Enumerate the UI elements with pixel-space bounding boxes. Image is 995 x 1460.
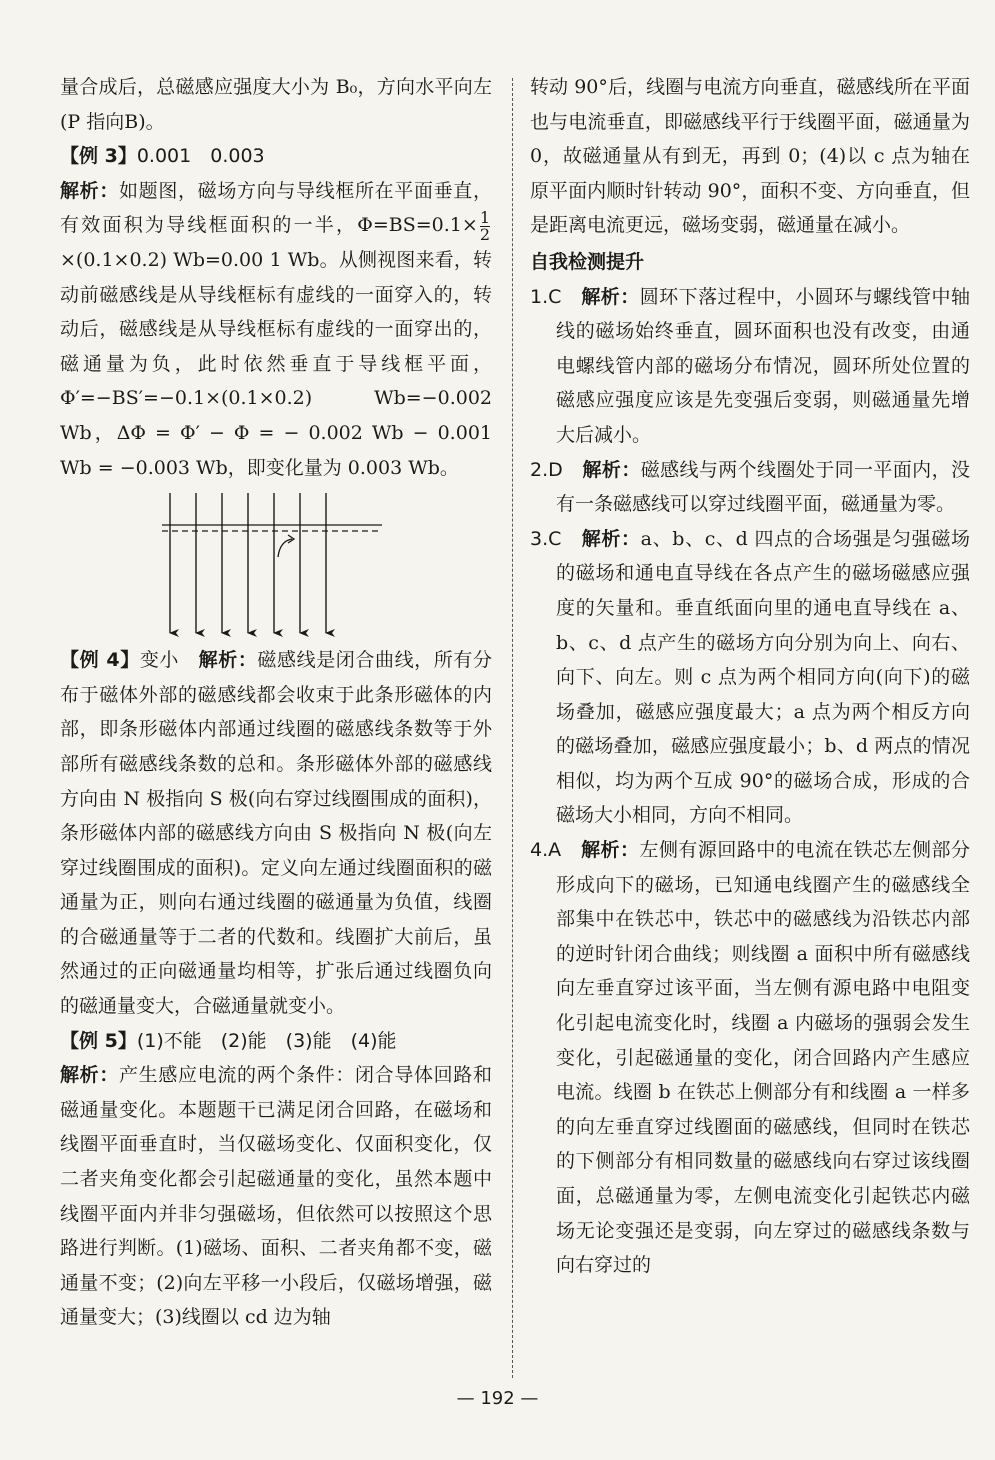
answer-text: 磁感线与两个线圈处于同一平面内，没有一条磁感线可以穿过线圈平面，磁通量为零。 [556,458,970,516]
answer-item-2 [530,453,970,522]
example-3 [60,139,492,174]
example-3-explanation [60,174,492,485]
explanation-label: 解析： [582,458,641,481]
answer-number: 4.A [530,839,562,862]
page-number: — 192 — [456,1388,539,1409]
section-title: 自我检测提升 [530,250,645,273]
explanation-label: 解析： [60,1064,119,1087]
answer-number: 3.C [530,527,562,550]
answer-number: 1.C [530,285,562,308]
example-3-text-2: ×(0.1×0.2) Wb=0.00 1 Wb。从侧视图来看，转动前磁感线是从导线框标有虚线的一面穿入的，转动后，磁感线是从导线框标有虚线的一面穿出的，磁通量为负，此时依然垂直于导线框平面，Φ′=−BS′=−0.1×(0.1×0.2) Wb=−0.002 Wb，ΔΦ = Φ′ − Φ = − 0.002 Wb − 0.001 Wb = −0.003 Wb，即变化量为 0.003 Wb。 [60,248,492,479]
explanation-label: 解析： [581,285,640,308]
example-5-label: 【例 5】 [60,1029,137,1052]
right-column [530,70,970,1283]
example-5-explanation [60,1058,492,1335]
example-3-label: 【例 3】 [60,145,137,168]
example-3-text-1: 如题图，磁场方向与导线框所在平面垂直，有效面积为导线框面积的一半，Φ=BS=0.1× [60,179,492,237]
explanation-label: 解析： [581,839,640,862]
example-4-answer: 变小 [139,649,180,672]
fraction-one-half [479,207,490,244]
example-5 [60,1024,492,1059]
continuation-paragraph: 量合成后，总磁感应强度大小为 B₀，方向水平向左(P 指向B)。 [60,76,492,133]
left-column [60,70,492,1335]
example-5-text: 产生感应电流的两个条件：闭合导体回路和磁通量变化。本题题干已满足闭合回路，在磁场和线圈平面垂直时，当仅磁场变化、仅面积变化，仅二者夹角变化都会引起磁通量的变化，虽然本题中线圈平面内并非匀强磁场，但依然可以按照这个思路进行判断。(1)磁场、面积、二者夹角都不变，磁通量不变；(2)向左平移一小段后，仅磁场增强，磁通量变大；(3)线圈以 cd 边为轴 [60,1064,492,1329]
column-divider [512,78,513,1378]
answer-text: 左侧有源回路中的电流在铁芯左侧部分形成向下的磁场，已知通电线圈产生的磁感线全部集中在铁芯中，铁芯中的磁感线为沿铁芯内部的逆时针闭合曲线；则线圈 a 面积中所有磁感线向左垂直穿过该平面，当左侧有源电路中电阻变化引起电流变化时，线圈 a 内磁场的强弱会发生变化，引起磁通量的变化，闭合回路内产生感应电流。线圈 b 在铁芯上侧部分有和线圈 a 一样多的向左垂直穿过线圈面的磁感线，但同时在铁芯的下侧部分有相同数量的磁感线向右穿过该线圈面，总磁通量为零，左侧电流变化引起铁芯内磁场无论变强还是变弱，向左穿过的磁感线条数与向右穿过的 [556,839,970,1277]
example-3-answer: 0.001 0.003 [136,145,265,168]
continuation-paragraph: 转动 90°后，线圈与电流方向垂直，磁感线所在平面也与电流垂直，即磁感线平行于线圈平面，磁通量为 0，故磁通量从有到无，再到 0；(4)以 c 点为轴在原平面内顺时针转动 90°，面积不变、方向垂直，但是距离电流更远，磁场变弱，磁通量在减小。 [530,76,970,237]
example-4-label: 【例 4】 [60,649,140,672]
fraction-denominator: 2 [479,224,490,244]
magnetic-field-figure [60,485,492,643]
fraction-numerator: 1 [479,207,490,227]
explanation-label: 解析： [581,527,641,550]
answer-item-4 [530,833,970,1283]
explanation-label: 解析： [60,179,119,202]
field-lines-diagram [160,491,390,641]
example-4 [60,643,492,1024]
answer-item-3 [530,522,970,833]
answer-text: 圆环下落过程中，小圆环与螺线管中轴线的磁场始终垂直，圆环面积也没有改变，由通电螺线管内部的磁场分布情况，圆环所处位置的磁感应强度应该是先变强后变弱，则磁通量先增大后减小。 [556,285,970,446]
example-4-text: 磁感线是闭合曲线，所有分布于磁体外部的磁感线都会收束于此条形磁体的内部，即条形磁体内部通过线圈的磁感线条数等于外部所有磁感线条数的总和。条形磁体外部的磁感线方向由 N 极指向 S 极(向右穿过线圈围成的面积)，条形磁体内部的磁感线方向由 S 极指向 N 极(向左穿过线圈围成的面积)。定义向左通过线圈面积的磁通量为正，则向右通过线圈的磁通量为负值，线圈的合磁通量等于二者的代数和。线圈扩大前后，虽然通过的正向磁通量均相等，扩张后通过线圈负向的磁通量变大，合磁通量就变小。 [60,649,492,1018]
answer-item-1 [530,280,970,453]
explanation-label: 解析： [198,649,258,672]
field-lines [170,493,326,633]
example-5-answer: (1)不能 (2)能 (3)能 (4)能 [136,1029,397,1052]
answer-text: a、b、c、d 四点的合场强是匀强磁场的磁场和通电直导线在各点产生的磁场磁感应强度的矢量和。垂直纸面向里的通电直导线在 a、b、c、d 点产生的磁场方向分别为向上、向右、向下、向左。则 c 点为两个相同方向(向下)的磁场叠加，磁感应强度最大；a 点为两个相反方向的磁场叠加，磁感应强度最小；b、d 两点的情况相似，均为两个互成 90°的磁场合成，形成的合磁场大小相同，方向不相同。 [556,527,970,827]
answer-number: 2.D [530,458,563,481]
